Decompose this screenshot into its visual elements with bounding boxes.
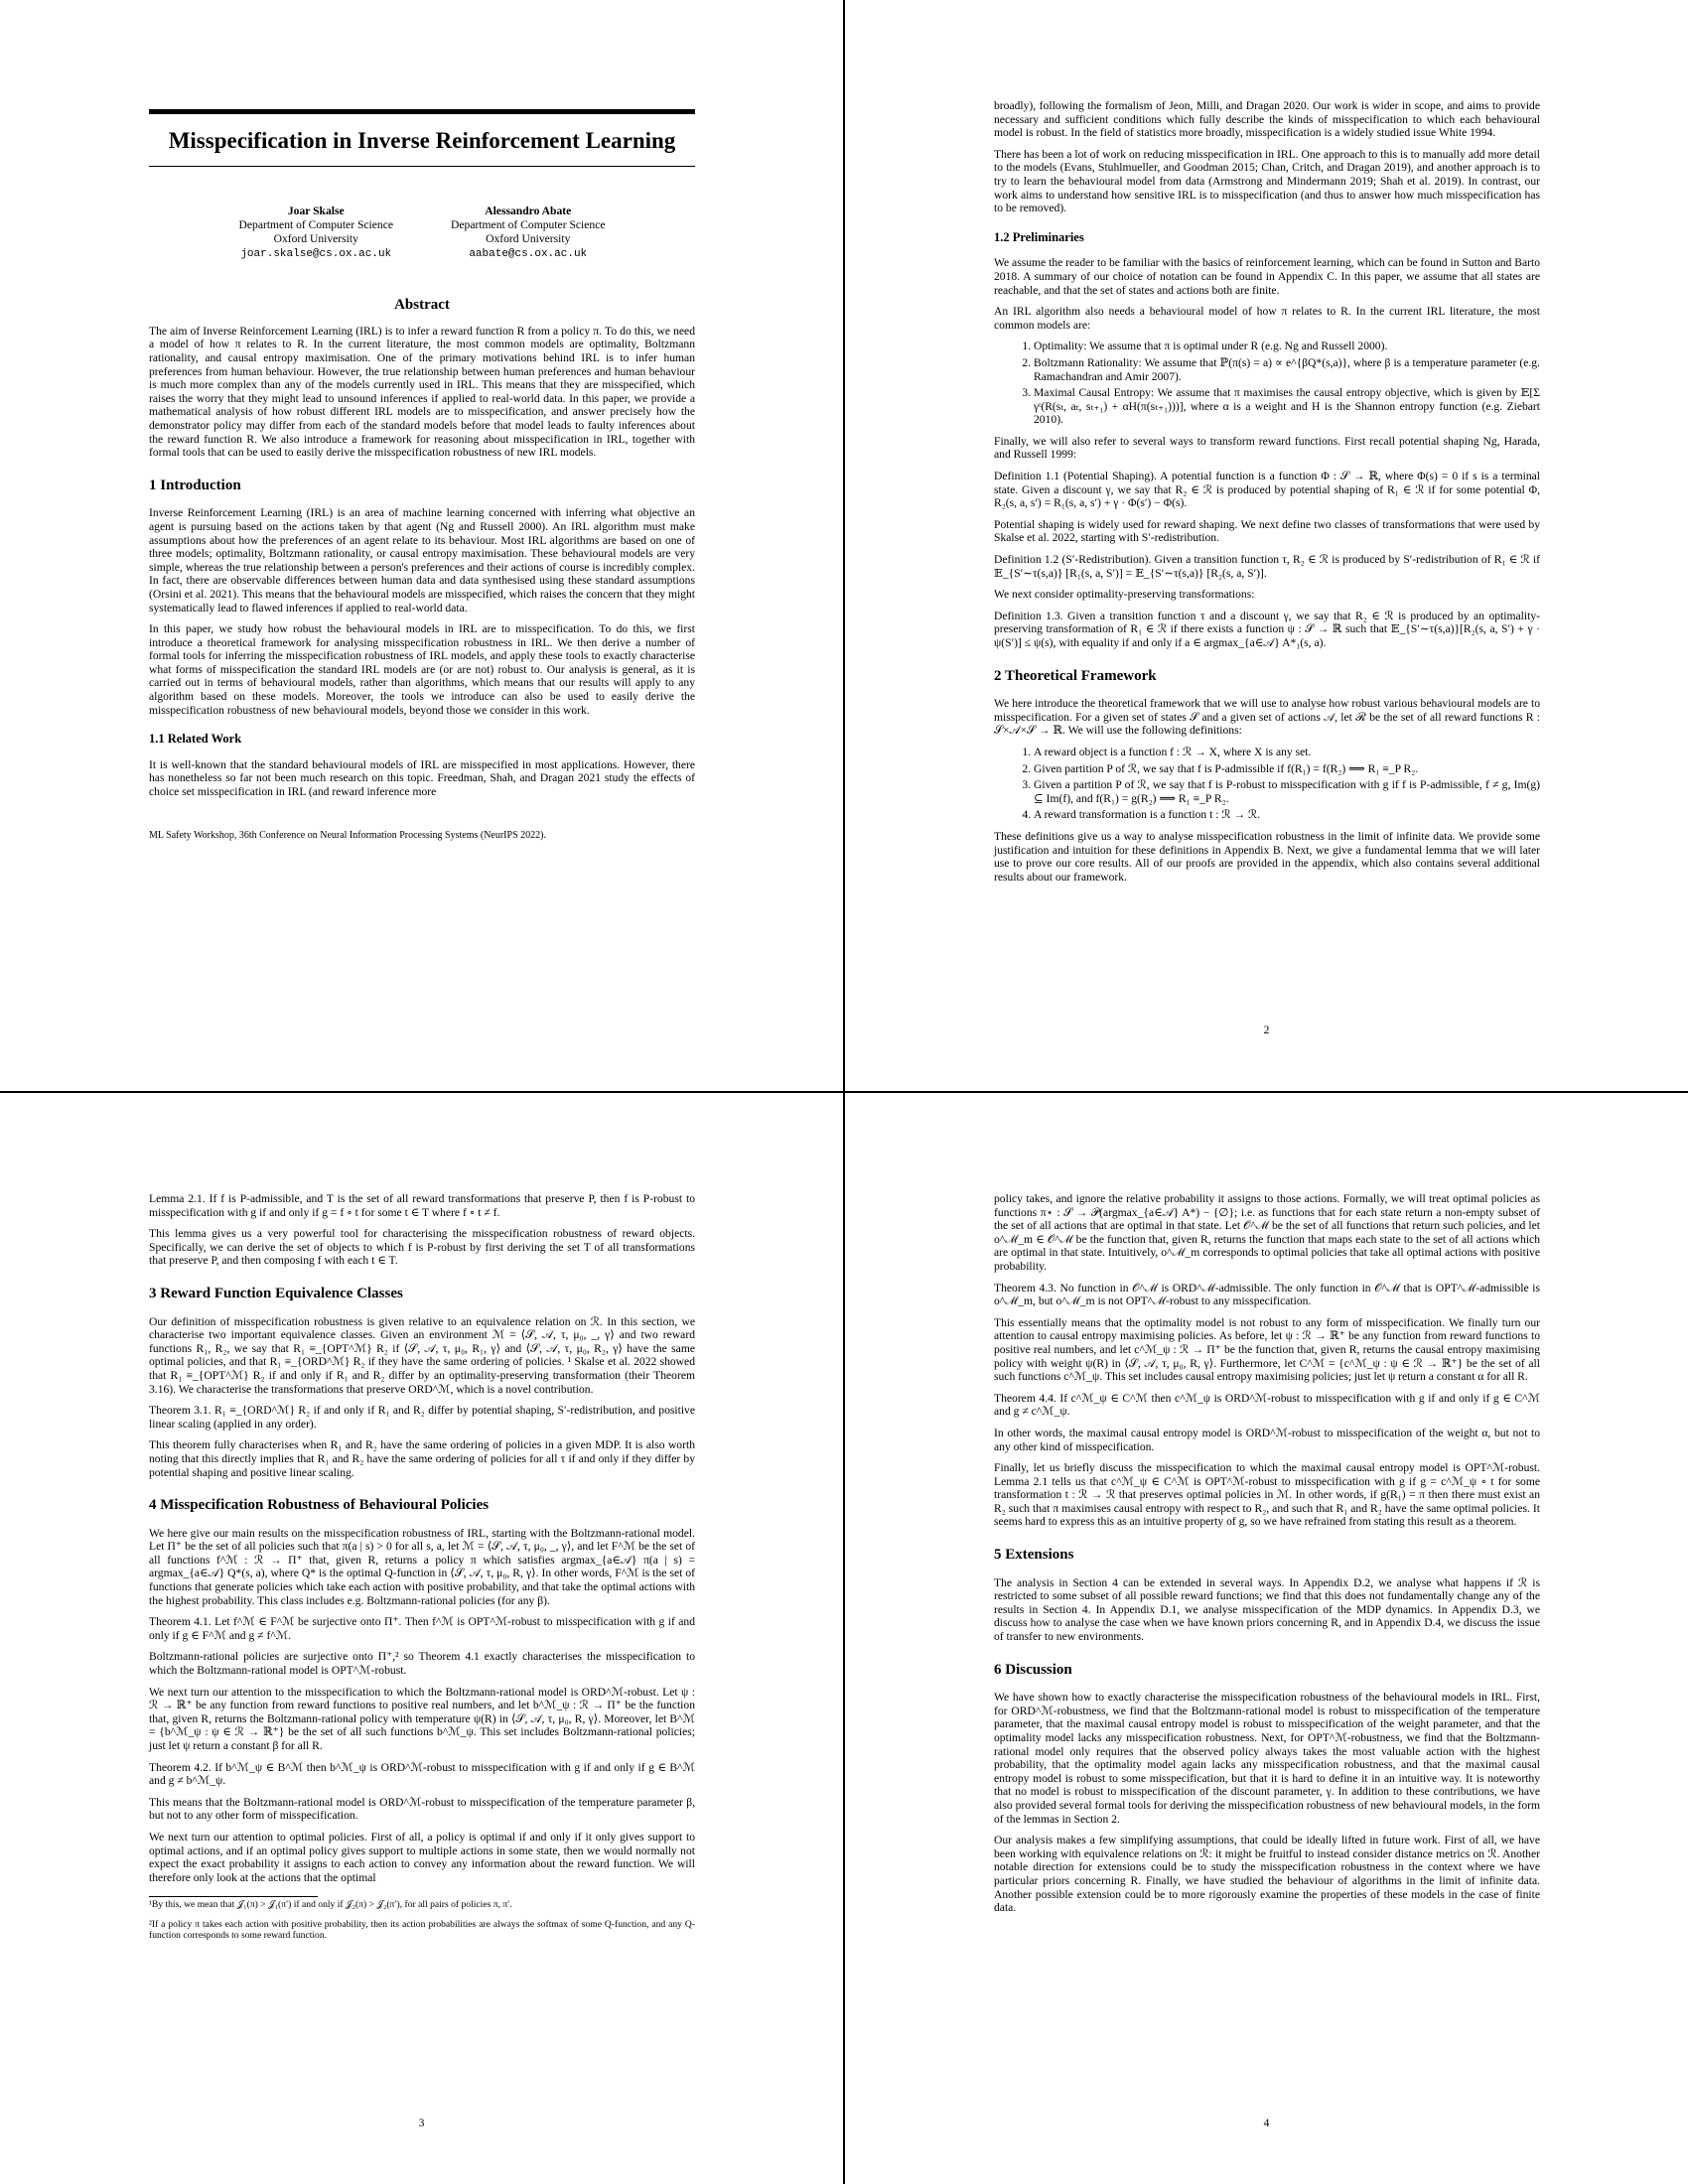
paragraph: We next consider optimality-preserving transformations: <box>994 588 1255 602</box>
page-2 <box>845 0 1688 1091</box>
paragraph: Potential shaping is widely used for reward shaping. We next define two classes of transformations that were used by Skalse et al. 2022, starting with S′-redistribution. <box>994 517 1540 545</box>
paragraph: This theorem fully characterises when R₁ and R₂ have the same ordering of policies in a given MDP. It is also worth noting that this directly implies that R₁ and R₂ have the same ordering of policies for all τ if and only if they differ by potential shaping and positive linear scaling. <box>149 1438 695 1479</box>
paragraph: This lemma gives us a very powerful tool for characterising the misspecification robustness of reward objects. Specifically, we can derive the set of objects to which f is P-robust by first deriving the set T of all transformations that preserve P, and then composing f with each t ∈ T. <box>149 1227 695 1268</box>
section-3-heading: 3 Reward Function Equivalence Classes <box>149 1285 403 1301</box>
author-dept: Department of Computer Science <box>238 218 393 231</box>
author-2 <box>451 205 606 262</box>
list-item: 3. Maximal Causal Entropy: We assume that π maximises the causal entropy objective, which is given by 𝔼[Σ γᵗ(R(sₜ, aₜ, sₜ₊₁) + αH(π(sₜ₊₁)))], where α is a weight and H is the Shannon entropy function (e.g. Ziebart 2010). <box>1034 386 1540 427</box>
framework-definitions-list <box>994 746 1540 822</box>
paragraph: The analysis in Section 4 can be extended in several ways. In Appendix D.2, we analyse what happens if ℛ is restricted to some subset of all possible reward functions; we find that this does not fundamentally change any of the results in Section 4. In Appendix D.1, we analyse misspecification of the MDP dynamics. In Appendix D.3, we discuss how to analyse the case when we have known priors concerning R, and in Appendix D.4, we discuss the issue of transfer to new environments. <box>994 1575 1540 1644</box>
page-1 <box>0 0 843 1091</box>
paper-title: Misspecification in Inverse Reinforcement Learning <box>168 128 676 153</box>
paragraph: In other words, the maximal causal entropy model is ORD^ℳ-robust to misspecification of the weight α, but not to any other kind of misspecification. <box>994 1426 1540 1453</box>
author-email[interactable]: joar.skalse@cs.ox.ac.uk <box>240 247 392 260</box>
definition-1-3: Definition 1.3. Given a transition function τ and a discount γ, we say that R₂ ∈ ℛ is produced by an optimality-preserving transformation of R₁ ∈ ℛ if there exists a function ψ : 𝒮 → ℝ such that 𝔼_{S′∼τ(s,a)}[R₂(s, a, S′) + γ · ψ(S′)] ≤ ψ(s), with equality if and only if a ∈ argmax_{a∈𝒜} A*₁(s, a). <box>994 609 1540 649</box>
list-item: 2. Given partition P of ℛ, we say that f is P-admissible if f(R₁) = f(R₂) ⟹ R₁ ≡_P R₂. <box>1034 762 1540 776</box>
section-1-2-heading: 1.2 Preliminaries <box>994 229 1084 244</box>
paragraph: We next turn our attention to optimal policies. First of all, a policy is optimal if and only if it only gives support to optimal actions, and if an optimal policy gives support to multiple actions in some state, then we would normally not expect the exact probability it assigns to each action to convey any information about the reward function. We will therefore only look at the actions that the optimal <box>149 1830 695 1884</box>
title-bottom-rule <box>149 166 695 167</box>
paragraph: These definitions give us a way to analyse misspecification robustness in the limit of infinite data. We provide some justification and intuition for these definitions in Appendix B. Next, we give a fundamental lemma that we will later use to prove our core results. All of our proofs are provided in the appendix, which also contains several additional results about our framework. <box>994 829 1540 884</box>
page-4-content <box>994 1192 1540 1923</box>
page-3-content <box>149 1192 695 1950</box>
page-number: 4 <box>1263 2116 1270 2129</box>
paragraph: Finally, we will also refer to several ways to transform reward functions. First recall potential shaping Ng, Harada, and Russell 1999: <box>994 434 1540 462</box>
page-2-content <box>994 99 1540 891</box>
lemma-2-1: Lemma 2.1. If f is P-admissible, and T is the set of all reward transformations that preserve P, then f is P-robust to misspecification with g if and only if g = f ∘ t for some t ∈ T where f ∘ t ≠ f. <box>149 1192 695 1219</box>
theorem-4-3: Theorem 4.3. No function in 𝒪^ℳ is ORD^ℳ-admissible. The only function in 𝒪^ℳ that is OPT^ℳ-admissible is o^ℳ_m, but o^ℳ_m is not OPT^ℳ-robust to any misspecification. <box>994 1281 1540 1308</box>
list-item: 1. A reward object is a function f : ℛ → X, where X is any set. <box>1034 746 1540 759</box>
list-item: 4. A reward transformation is a function t : ℛ → ℛ. <box>1034 808 1540 822</box>
paragraph: This essentially means that the optimality model is not robust to any form of misspecification. We finally turn our attention to causal entropy maximising policies. As before, let ψ : ℛ → ℝ⁺ be any function from reward functions to positive real numbers, and let c^ℳ_ψ : ℛ → Π⁺ be the function that, given R, returns the causal entropy maximising policy with weight ψ(R) in ⟨𝒮, 𝒜, τ, μ₀, R, γ⟩. Furthermore, let C^ℳ = {c^ℳ_ψ : ψ ∈ ℛ → ℝ⁺} be the set of all such functions c^ℳ_ψ. This set includes causal entropy maximising policies; just let ψ return a constant α for all R. <box>994 1315 1540 1384</box>
paragraph: policy takes, and ignore the relative probability it assigns to those actions. Formally, we will treat optimal policies as functions π⋆ : 𝒮 → 𝒫(argmax_{a∈𝒜} A*) − {∅}; i.e. as functions that for each state return a non-empty subset of the set of all actions that are optimal in that state. Let 𝒪^ℳ be the set of all functions that return such policies, and let o^ℳ_m ∈ 𝒪^ℳ be the function that, given R, returns the function that maps each state to the set of all actions which are optimal in that state. Intuitively, o^ℳ_m corresponds to optimal policies that take all optimal actions with positive probability. <box>994 1192 1540 1273</box>
paragraph: Inverse Reinforcement Learning (IRL) is an area of machine learning concerned with inferring what objective an agent is pursuing based on the actions taken by that agent (Ng and Russell 2000). An IRL algorithm must make assumptions about how the preferences of an agent relate to its behaviour. Most IRL algorithms are based on one of three models; optimality, Boltzmann rationality, or causal entropy maximisation. These behavioural models are very simple, whereas the true relationship between a person's preferences and their actions of course is incredibly complex. In fact, there are observable differences between human data and data synthesised using these standard assumptions (Orsini et al. 2021). This means that the behavioural models are misspecified, which raises the concern that they might systematically lead to flawed inferences if applied to real-world data. <box>149 506 696 614</box>
author-name: Alessandro Abate <box>485 204 572 217</box>
paragraph: Boltzmann-rational policies are surjective onto Π⁺,² so Theorem 4.1 exactly characterises the misspecification to which the Boltzmann-rational model is OPT^ℳ-robust. <box>149 1650 695 1678</box>
author-uni: Oxford University <box>486 232 571 246</box>
paragraph: We here give our main results on the misspecification robustness of IRL, starting with the Boltzmann-rational model. Let Π⁺ be the set of all policies such that π(a | s) > 0 for all s, a, let ℳ = ⟨𝒮, 𝒜, τ, μ₀, _, γ⟩, and let F^ℳ be the set of all functions f^ℳ : ℛ → Π⁺ that, given R, returns a policy π which satisfies argmax_{a∈𝒜} π(a | s) = argmax_{a∈𝒜} Q*(s, a), where Q* is the optimal Q-function in ⟨𝒮, 𝒜, τ, μ₀, R, γ⟩. In other words, F^ℳ is the set of functions that generate policies which take each action with positive probability, and that take the optimal actions with the highest probability. This class includes e.g. Boltzmann-rational policies (for any β). <box>149 1526 695 1607</box>
author-name: Joar Skalse <box>287 204 345 217</box>
paragraph: Our definition of misspecification robustness is given relative to an equivalence relation on ℛ. In this section, we characterise two important equivalence classes. Given an environment ℳ = ⟨𝒮, 𝒜, τ, μ₀, _, γ⟩ and two reward functions R₁, R₂, we say that R₁ ≡_{OPT^ℳ} R₂ if ⟨𝒮, 𝒜, τ, μ₀, R₁, γ⟩ and ⟨𝒮, 𝒜, τ, μ₀, R₂, γ⟩ have the same optimal policies, and that R₁ ≡_{ORD^ℳ} R₂ if they have the same ordering of policies. ¹ Skalse et al. 2022 showed that R₁ ≡_{OPT^ℳ} R₂ if and only if R₁ and R₂ differ by an optimality-preserving transformation (their Theorem 3.16). We characterise the transformations that preserve ORD^ℳ, which is a novel contribution. <box>149 1314 695 1396</box>
paragraph: We here introduce the theoretical framework that we will use to analyse how robust various behavioural models are to misspecification. For a given set of states 𝒮 and a given set of actions 𝒜, let ℛ be the set of all reward functions R : 𝒮×𝒜×𝒮 → ℝ. We will use the following definitions: <box>994 697 1540 738</box>
paragraph: Finally, let us briefly discuss the misspecification to which the maximal causal entropy model is OPT^ℳ-robust. Lemma 2.1 tells us that c^ℳ_ψ ∈ C^ℳ is OPT^ℳ-robust to misspecification with g if g = c^ℳ_ψ ∘ t for some transformation t : ℛ → ℛ that preserves optimal policies in ℳ. In other words, if g(R₁) = π then there must exist an R₂ such that π maximises causal entropy with respect to R₂, and such that R₁ and R₂ have the same optimal policies. It seems hard to express this as an intuitive property of g, so we have refrained from stating this result as a theorem. <box>994 1461 1540 1529</box>
section-6-heading: 6 Discussion <box>994 1661 1072 1678</box>
author-dept: Department of Computer Science <box>451 218 606 231</box>
paragraph: Our analysis makes a few simplifying assumptions, that could be ideally lifted in future work. First of all, we have been working with equivalence relations on ℛ: it might be fruitful to instead consider distance metrics on ℛ. Another notable direction for extensions could be to study the misspecification robustness in the context where we have particular priors concerning R. Finally, we have studied the behaviour of algorithms in the limit of infinite data. Another possible extension could be to more rigorously examine the properties of these models in the case of finite data. <box>994 1834 1540 1915</box>
paragraph: An IRL algorithm also needs a behavioural model of how π relates to R. In the current IRL literature, the most common models are: <box>994 305 1540 332</box>
page-number: 3 <box>418 2116 425 2129</box>
author-uni: Oxford University <box>273 232 358 246</box>
paragraph: This means that the Boltzmann-rational model is ORD^ℳ-robust to misspecification of the temperature parameter β, but not to any other form of misspecification. <box>149 1795 695 1823</box>
paragraph: broadly), following the formalism of Jeon, Milli, and Dragan 2020. Our work is wider in scope, and aims to provide necessary and sufficient conditions which fully describe the kinds of misspecification to which each behavioural model is robust. In the field of statistics more broadly, misspecification is a widely studied issue White 1994. <box>994 99 1540 140</box>
section-4-heading: 4 Misspecification Robustness of Behavioural Policies <box>149 1497 490 1514</box>
paragraph: There has been a lot of work on reducing misspecification in IRL. One approach to this is to manually add more detail to the models (Evans, Stuhlmueller, and Goodman 2015; Chan, Critch, and Dragan 2019), and another approach is to try to learn the behavioural model from data (Armstrong and Mindermann 2019; Shah et al. 2019). In contrast, our work aims to understand how sensitive IRL is to misspecification (and thus to answer how much misspecification has to be removed). <box>994 147 1540 215</box>
section-5-heading: 5 Extensions <box>994 1547 1074 1564</box>
section-2-heading: 2 Theoretical Framework <box>994 667 1157 684</box>
author-block <box>149 205 695 262</box>
definition-1-2: Definition 1.2 (S′-Redistribution). Given a transition function τ, R₂ ∈ ℛ is produced by S′-redistribution of R₁ ∈ ℛ if 𝔼_{S′∼τ(s,a)} [R₁(s, a, S′)] = 𝔼_{S′∼τ(s,a)} [R₂(s, a, S′)]. <box>994 553 1540 580</box>
conference-footer: ML Safety Workshop, 36th Conference on Neural Information Processing Systems (NeurIPS 2022). <box>149 829 546 841</box>
list-item: 2. Boltzmann Rationality: We assume that ℙ(π(s) = a) ∝ e^{βQ*(s,a)}, where β is a temperature parameter (e.g. Ramachandran and Amir 2007). <box>1034 356 1540 383</box>
page-3 <box>0 1093 843 2184</box>
footnote-1: ¹By this, we mean that 𝒥₁(π) > 𝒥₁(π′) if and only if 𝒥₂(π) > 𝒥₂(π′), for all pairs of policies π, π′. <box>149 1899 512 1911</box>
footnote-2: ²If a policy π takes each action with positive probability, then its action probabilities are always the softmax of some Q-function, and any Q-function corresponds to some reward function. <box>149 1918 695 1942</box>
theorem-4-2: Theorem 4.2. If b^ℳ_ψ ∈ B^ℳ then b^ℳ_ψ is ORD^ℳ-robust to misspecification with g if and only if g ∈ B^ℳ and g ≠ b^ℳ_ψ. <box>149 1760 695 1788</box>
paragraph: We next turn our attention to the misspecification to which the Boltzmann-rational model is ORD^ℳ-robust. Let ψ : ℛ → ℝ⁺ be any function from reward functions to positive real numbers, and let b^ℳ_ψ : ℛ → Π⁺ be the function that, given R, returns the Boltzmann-rational policy with temperature ψ(R) in ⟨𝒮, 𝒜, τ, μ₀, R, γ⟩. Moreover, let B^ℳ = {b^ℳ_ψ : ψ ∈ ℛ → ℝ⁺} be the set of all such functions b^ℳ_ψ. This set includes Boltzmann-rational policies; just let ψ return a constant β for all R. <box>149 1685 695 1752</box>
paragraph: We have shown how to exactly characterise the misspecification robustness of the behavioural models in IRL. First, for ORD^ℳ-robustness, we find that the Boltzmann-rational model is robust to misspecification of the temperature parameter, that the maximal causal entropy model is robust to misspecification of the weight parameter, and that the optimality model lacks any misspecification robustness. Next, for OPT^ℳ-robustness, we find that the Boltzmann-rational model only requires that the observed policy always takes the most valuable action with the highest probability, that the optimality model again lacks any misspecification robustness, and that the maximal causal entropy model is robust to some misspecification, but that it is hard to define it in an intuitive way. It is noteworthy that no model is robust to misspecification of the discount parameter, γ. In addition to these contributions, we have also provided several formal tools for deriving the misspecification robustness of new behavioural models, in the form of the lemmas in Section 2. <box>994 1691 1540 1826</box>
page-1-content <box>149 109 695 842</box>
definition-1-1: Definition 1.1 (Potential Shaping). A potential function is a function Φ : 𝒮 → ℝ, where Φ(s) = 0 if s is a terminal state. Given a discount γ, we say that R₂ ∈ ℛ is produced by potential shaping of R₁ ∈ ℛ if for some potential Φ, R₂(s, a, s′) = R₁(s, a, s′) + γ · Φ(s′) − Φ(s). <box>994 470 1540 510</box>
page-4 <box>845 1093 1688 2184</box>
author-1 <box>239 205 394 262</box>
section-1-heading: 1 Introduction <box>149 477 241 493</box>
abstract-text: The aim of Inverse Reinforcement Learning (IRL) is to infer a reward function R from a policy π. To do this, we need a model of how π relates to R. In the current literature, the most common models are optimality, Boltzmann rationality, and causal entropy maximisation. One of the primary motivations behind IRL is to infer human preferences from human behaviour. However, the true relationship between human preferences and human behaviour is much more complex than any of the models currently used in IRL. This means that they are misspecified, which raises the worry that they might lead to unsound inferences if applied to real-world data. In this paper, we provide a mathematical analysis of how robust different IRL models are to misspecification, and answer precisely how the demonstrator policy may differ from each of the standard models before that model leads to faulty inferences about the reward function R. We also introduce a framework for reasoning about misspecification in IRL, together with formal tools that can be used to easily derive the misspecification robustness of new IRL models. <box>149 324 695 460</box>
behavioural-models-list <box>994 340 1540 427</box>
theorem-4-4: Theorem 4.4. If c^ℳ_ψ ∈ C^ℳ then c^ℳ_ψ is ORD^ℳ-robust to misspecification with g if and only if g ∈ C^ℳ and g ≠ c^ℳ_ψ. <box>994 1391 1540 1419</box>
page-number: 2 <box>1263 1024 1270 1036</box>
theorem-3-1: Theorem 3.1. R₁ ≡_{ORD^ℳ} R₂ if and only if R₁ and R₂ differ by potential shaping, S′-redistribution, and positive linear scaling (applied in any order). <box>149 1404 695 1431</box>
author-email[interactable]: aabate@cs.ox.ac.uk <box>469 247 588 260</box>
title-top-rule <box>149 109 695 114</box>
theorem-4-1: Theorem 4.1. Let f^ℳ ∈ F^ℳ be surjective onto Π⁺. Then f^ℳ is OPT^ℳ-robust to misspecification with g if and only if g ∈ F^ℳ and g ≠ f^ℳ. <box>149 1615 695 1642</box>
paragraph: In this paper, we study how robust the behavioural models in IRL are to misspecification. To do this, we first introduce a theoretical framework for analysing misspecification robustness in IRL. We then derive a number of formal tools for inferring the misspecification robustness of IRL models, and apply these tools to exactly characterise what forms of misspecification the standard IRL models are (or are not) robust to. Our analysis is general, as it is carried out in terms of behavioural models, rather than algorithms, which means that our results will apply to any algorithm based on these models. Moreover, the tools we introduce can also be used to easily derive the misspecification robustness of new behavioural models, beyond those we consider in this work. <box>149 622 695 717</box>
abstract-heading: Abstract <box>394 297 450 314</box>
list-item: 1. Optimality: We assume that π is optimal under R (e.g. Ng and Russell 2000). <box>1034 340 1540 353</box>
paragraph: We assume the reader to be familiar with the basics of reinforcement learning, which can be found in Sutton and Barto 2018. A summary of our choice of notation can be found in Appendix C. In this paper, we assume that all states are reachable, and that the set of states and actions both are finite. <box>994 256 1540 297</box>
list-item: 3. Given a partition P of ℛ, we say that f is P-robust to misspecification with g if f is P-admissible, f ≠ g, Im(g) ⊆ Im(f), and f(R₁) = g(R₂) ⟹ R₁ ≡_P R₂. <box>1034 778 1540 805</box>
section-1-1-heading: 1.1 Related Work <box>149 732 242 747</box>
paragraph: It is well-known that the standard behavioural models of IRL are misspecified in most applications. However, there has nonetheless so far not been much research on this topic. Freedman, Shah, and Dragan 2021 study the effects of choice set misspecification in IRL (and reward inference more <box>149 757 695 799</box>
